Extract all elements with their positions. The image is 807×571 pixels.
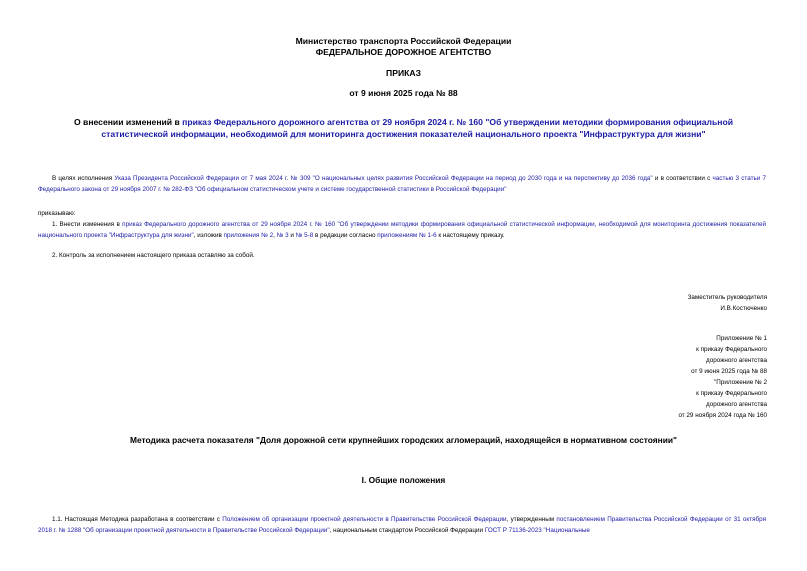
- appendix-line: от 9 июня 2025 года № 88: [691, 368, 767, 375]
- appendix-line: Приложение № 1: [716, 335, 767, 342]
- clause-1-1-paragraph: [38, 514, 766, 536]
- document-title: [40, 116, 767, 140]
- preamble-paragraph: [38, 173, 766, 195]
- signature-name: И.В.Костюченко: [720, 305, 767, 312]
- appendix-line: дорожного агентства: [706, 357, 767, 364]
- order-word: приказываю:: [38, 210, 76, 217]
- item-text: к настоящему приказу.: [436, 232, 505, 239]
- item-text: и: [288, 232, 296, 239]
- regulation-link[interactable]: Положением об организации проектной деятельности в Правительстве Российской Федерации: [222, 516, 507, 523]
- gost-link[interactable]: ГОСТ Р 71136-2023 "Национальные: [484, 527, 590, 534]
- agency-name: ФЕДЕРАЛЬНОЕ ДОРОЖНОЕ АГЕНТСТВО: [315, 47, 492, 57]
- methodology-title: Методика расчета показателя "Доля дорожной сети крупнейших городских агломераций, находящейся в нормативном состоянии": [129, 435, 677, 445]
- document-date-number: от 9 июня 2025 года № 88: [349, 88, 458, 98]
- clause-text: 1.1. Настоящая Методика разработана в соответствии с: [52, 516, 223, 523]
- appendix-header: [678, 333, 767, 421]
- preamble-text: и в соответствии с: [652, 175, 713, 182]
- appendix-line: "Приложение № 2: [714, 379, 767, 386]
- item-text: 1. Внести изменения в: [52, 221, 123, 228]
- title-prefix: О внесении изменений в: [73, 117, 183, 127]
- item-text: ,: [273, 232, 277, 239]
- item-2-paragraph: 2. Контроль за исполнением настоящего приказа оставляю за собой.: [52, 252, 255, 259]
- federal-law-link[interactable]: частью 3 статьи 7 Федерального закона от 29 ноября 2007 г. № 282-ФЗ "Об официальном статистическом учете и системе государственной статистики в Российской Федерации": [38, 175, 766, 193]
- signature-block: [688, 292, 767, 314]
- order-160-link[interactable]: приказ Федерального дорожного агентства от 29 ноября 2024 г. № 160 "Об утверждении методики формирования официальной статистической информации, необходимой для мониторинга достижения показателей национального проекта "Инфраструктура для жизни": [38, 221, 766, 239]
- appendix-2-link[interactable]: приложения № 2: [223, 232, 274, 239]
- section-1-title: I. Общие положения: [361, 475, 446, 485]
- presidential-decree-link[interactable]: Указа Президента Российской Федерации от 7 мая 2024 г. № 309 "О национальных целях развития Российской Федерации на период до 2030 года и на перспективу до 2036 года": [114, 175, 653, 182]
- preamble-text: В целях исполнения: [52, 175, 115, 182]
- appendix-line: от 29 ноября 2024 года № 160: [678, 412, 767, 419]
- item-text: в редакции согласно: [313, 232, 378, 239]
- appendix-line: к приказу Федерального: [696, 346, 767, 353]
- document-type: ПРИКАЗ: [386, 68, 421, 78]
- item-text: , изложив: [193, 232, 224, 239]
- appendices-1-6-link[interactable]: приложениям № 1-6: [377, 232, 437, 239]
- clause-text: , национальным стандартом Российской Федерации: [329, 527, 485, 534]
- government-decree-link[interactable]: постановлением Правительства Российской Федерации от 31 октября 2018 г. № 1288 "Об организации проектной деятельности в Правительстве Российской Федерации": [38, 516, 767, 534]
- appendix-5-8-link[interactable]: № 5-8: [295, 232, 314, 239]
- clause-text: , утвержденным: [506, 516, 557, 523]
- ministry-name: Министерство транспорта Российской Федерации: [295, 36, 512, 46]
- appendix-line: к приказу Федерального: [696, 390, 767, 397]
- item-1-paragraph: [38, 219, 766, 241]
- title-order-link[interactable]: приказ Федерального дорожного агентства от 29 ноября 2024 г. № 160 "Об утверждении методики формирования официальной статистической информации, необходимой для мониторинга достижения показателей национального проекта "Инфраструктура для жизни": [101, 117, 734, 139]
- appendix-3-link[interactable]: № 3: [276, 232, 289, 239]
- signature-position: Заместитель руководителя: [687, 294, 767, 301]
- appendix-line: дорожного агентства: [706, 401, 767, 408]
